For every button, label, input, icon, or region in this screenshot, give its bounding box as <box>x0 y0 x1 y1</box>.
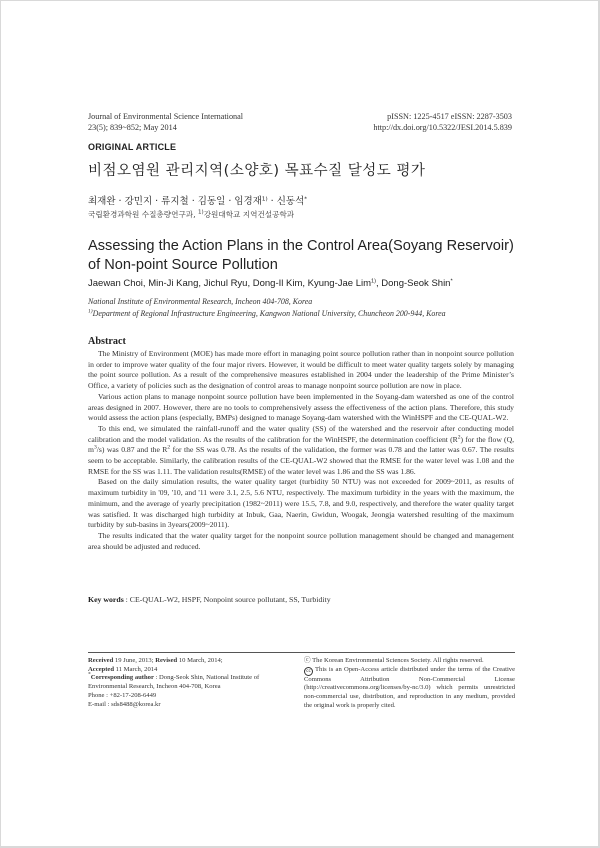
english-authors-main: Jaewan Choi, Min-Ji Kang, Jichul Ryu, Dong-Il Kim, Kyung-Jae Lim <box>88 278 372 289</box>
english-authors <box>88 278 453 289</box>
abstract-body <box>88 349 514 552</box>
accepted-label: Accepted <box>88 665 114 673</box>
abstract-heading: Abstract <box>88 336 126 347</box>
copyright-symbol: ⓒ <box>304 657 311 664</box>
korean-authors-tail: · 신동석 <box>267 196 305 207</box>
abstract-text: ) for the flow (Q, m <box>88 434 515 455</box>
korean-affil-tail: 강원대학교 지역건설공학과 <box>203 210 295 219</box>
footer-divider <box>88 652 515 653</box>
journal-name: Journal of Environmental Science International <box>88 112 244 121</box>
corresponding-text: : Dong-Seok Shin, National Institute of Environmental Research, Incheon 404-708, Korea <box>88 674 260 691</box>
superscript: 2 <box>167 444 171 451</box>
affiliation-2-mark: 1) <box>88 308 93 315</box>
keywords-text: : CE-QUAL-W2, HSPF, Nonpoint source pollutant, SS, Turbidity <box>123 595 331 604</box>
copyright-line <box>304 657 515 666</box>
paper-page <box>1 1 598 846</box>
article-type: ORIGINAL ARTICLE <box>88 142 177 152</box>
korean-affil-mark: 1) <box>197 209 204 216</box>
korean-affiliations <box>88 209 294 220</box>
abstract-paragraph: Based on the daily simulation results, the water quality target (turbidity 50 NTU) was not exceeded for 2009~2011, as results of maximum turbidity in '09, '10, and '11 were 3.1, 2.5, 5.6 NTU, respectively. The maximum turbidity in the years with the maximum, the minimum, and the average of yearly precipitation (1982~2011) were 15.5, 7.8, and 9.0, respectively, and therefore the water quality target was satisfied. It was discharged high turbidity at Inbuk, Gaa, Naerin, Gwidun, Woogak, Jeongja watershed resulting of the maximum turbidity by sub-basins in 3years(2009~2011). <box>88 477 514 530</box>
journal-header-right <box>373 111 512 133</box>
email[interactable]: E-mail : sds8488@korea.kr <box>88 700 161 708</box>
license-text: This is an Open-Access article distributed under the terms of the Creative Commons Attribution Non-Commercial License (http://creativecommons.org/licenses/by-nc/3.0) which permits unrestricted non-commercial use, distribution, and reproduction in any medium, provided the original work is properly cited. <box>304 665 515 709</box>
corresponding-label: Corresponding author <box>90 674 154 682</box>
cc-by-nc-icon: cc <box>304 667 313 676</box>
revised-date: 10 March, 2014; <box>177 657 223 664</box>
affiliation-1: National Institute of Environmental Research, Incheon 404-708, Korea <box>88 297 313 306</box>
revised-label: Revised <box>155 657 178 664</box>
english-title: Assessing the Action Plans in the Control Area(Soyang Reservoir) of Non-point Source Pollution <box>88 238 514 273</box>
journal-header-left <box>88 111 243 133</box>
received-label: Received <box>88 657 114 664</box>
abstract-text: for the SS was 0.78. As the results of the validation, the former was 0.78 and the latter was 0.67. The results seem to be acceptable. Similarly, the calibration results of the CE-QUAL-W2 showed that the RMSE for the water level was 1.08 and the RMSE for the SS was 1.11. The validation results(RMSE) of the water level was 1.86 and the SS was 1.86. <box>88 445 514 476</box>
copyright-text: The Korean Environmental Sciences Society. All rights reserved. <box>312 657 484 664</box>
korean-corresponding-mark: * <box>304 196 308 203</box>
korean-author-affil-mark: 1) <box>261 196 268 203</box>
korean-title: 비점오염원 관리지역(소양호) 목표수질 달성도 평가 <box>88 163 426 179</box>
keywords <box>88 595 331 604</box>
corresponding-author <box>88 671 293 691</box>
korean-authors-main: 최재완 · 강민지 · 류지철 · 김동일 · 임경재 <box>88 196 262 207</box>
superscript: 2 <box>457 434 461 441</box>
abstract-paragraph <box>88 424 514 478</box>
issn: pISSN: 1225-4517 eISSN: 2287-3503 <box>387 112 512 121</box>
superscript: 3 <box>93 444 97 451</box>
abstract-paragraph: The results indicated that the water quality target for the nonpoint source pollution management should be changed and management area should be adjusted and reduced. <box>88 530 514 551</box>
affiliation-2 <box>88 309 446 318</box>
license-line <box>304 666 515 711</box>
keywords-label: Key words <box>88 595 124 604</box>
journal-volume: 23(5); 839~852; May 2014 <box>88 123 177 132</box>
phone: Phone : +82-17-208-6449 <box>88 691 157 699</box>
received-date: 19 June, 2013; <box>113 657 156 664</box>
english-authors-tail: , Dong-Seok Shin <box>376 278 451 289</box>
article-history <box>88 657 293 709</box>
abstract-text: To this end, we simulated the rainfall-runoff and the water quality (SS) of the watershed and the reservoir after conducting model calibration and the model validation. As the results of the calibration for the WinHSPF, the determination coefficient (R <box>88 423 514 444</box>
abstract-text: /s) was 0.87 and the R <box>96 445 168 455</box>
korean-authors <box>88 193 307 207</box>
received-line <box>88 657 293 666</box>
affiliation-2-text: Department of Regional Infrastructure Engineering, Kangwon National University, Chuncheon 200-944, Korea <box>92 309 446 318</box>
korean-affil-main: 국립환경과학원 수질총량연구과, <box>88 210 198 219</box>
english-corresponding-mark: * <box>450 278 453 285</box>
abstract-paragraph: The Ministry of Environment (MOE) has made more effort in managing point source pollution rather than in nonpoint source pollution in order to improve water quality of the four major rivers. However, it would be difficult to meet water quality targets solely by managing the point source pollution. As a result of the comprehensive measures established in 2004 under the leadership of the Prime Minister’s Office, a variety of policies such as the designation of control areas to manage nonpoint source pollution are now in place. <box>88 349 514 391</box>
english-author-affil-mark: 1) <box>371 278 376 285</box>
accepted-date: 11 March, 2014 <box>114 665 158 673</box>
corresponding-mark: * <box>88 671 91 678</box>
abstract-paragraph: Various action plans to manage nonpoint source pollution have been implemented in the Soyang-dam watershed as one of the control areas designed in 2007. However, there are no tools to comprehensively assess the effectiveness of the action plans. Therefore, this study would assess the action plans (especially, BMPs) designed to manage Soyang-dam watershed with the WinHSPF and the CE-QUAL-W2. <box>88 391 514 423</box>
copyright-block <box>304 657 515 711</box>
doi-link[interactable]: http://dx.doi.org/10.5322/JESI.2014.5.839 <box>373 123 512 132</box>
